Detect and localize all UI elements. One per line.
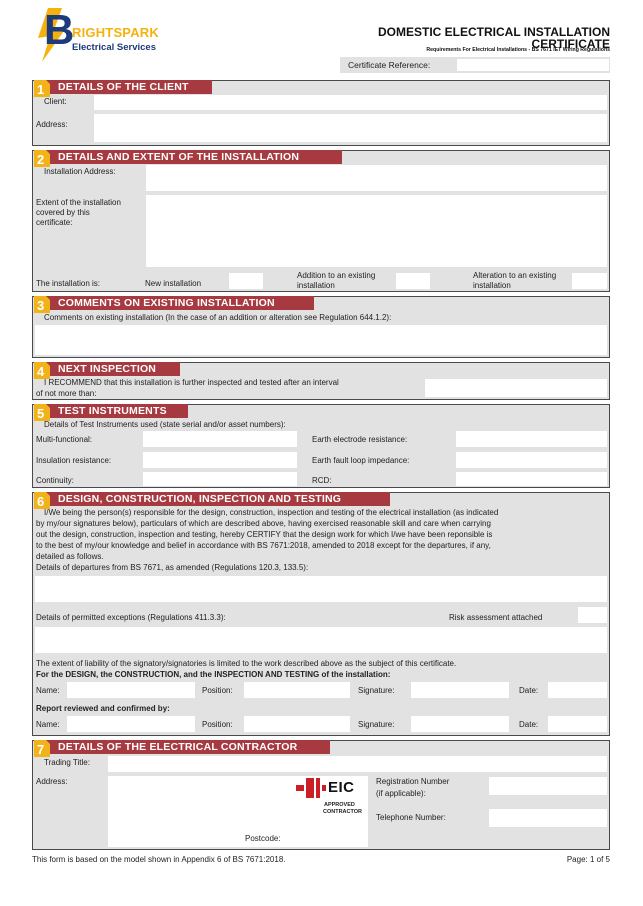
section-4-header: NEXT INSPECTION [34, 362, 180, 376]
exceptions-input[interactable] [34, 626, 608, 654]
logo-tagline: Electrical Services [72, 42, 156, 53]
declaration-line-3: out the design, construction, inspection and testing, hereby CERTIFY that the design work for which I/we have been reponsible is [36, 530, 493, 539]
addition-label: Addition to an existing installation [297, 271, 376, 290]
title-line-2: CERTIFICATE [531, 37, 610, 51]
alteration-checkbox[interactable] [571, 272, 608, 290]
inspection-line-2: of not more than: [36, 389, 97, 398]
postcode-input[interactable] [370, 830, 608, 848]
registration-input[interactable] [488, 776, 608, 796]
instruments-intro: Details of Test Instruments used (state serial and/or asset numbers): [44, 420, 286, 429]
new-installation-label: New installation [145, 279, 202, 288]
cert-ref-row [340, 57, 610, 73]
section-1-number: 1 [37, 82, 45, 97]
rcd-input[interactable] [455, 471, 608, 487]
title-line-1: DOMESTIC ELECTRICAL INSTALLATION [378, 25, 610, 39]
section-7-header: DETAILS OF THE ELECTRICAL CONTRACTOR [34, 740, 330, 754]
for-design-heading: For the DESIGN, the CONSTRUCTION, and the INSPECTION AND TESTING of the installation: [36, 670, 391, 679]
section-4-number: 4 [37, 364, 45, 379]
design-position-label: Position: [202, 686, 233, 695]
telephone-input[interactable] [488, 808, 608, 828]
client-address-input[interactable] [93, 113, 608, 143]
inspection-line-1: I RECOMMEND that this installation is further inspected and tested after an interval [44, 378, 339, 387]
registration-label-1: Registration Number [376, 777, 450, 786]
design-name-input[interactable] [66, 681, 196, 699]
risk-assessment-label: Risk assessment attached [449, 613, 543, 622]
multifunctional-label: Multi-functional: [36, 435, 93, 444]
rcd-label: RCD: [312, 476, 332, 485]
document-subtitle: Requirements For Electrical Installations - BS 7671 IET Wiring Regulations [426, 47, 610, 53]
earth-electrode-label: Earth electrode resistance: [312, 435, 408, 444]
review-date-label: Date: [519, 720, 539, 729]
comments-input[interactable] [34, 324, 608, 356]
section-1-header: DETAILS OF THE CLIENT [34, 80, 212, 94]
comments-label: Comments on existing installation (In the case of an addition or alteration see Regulation 644.1.2): [44, 313, 392, 322]
insulation-input[interactable] [142, 451, 298, 469]
section-2-header: DETAILS AND EXTENT OF THE INSTALLATION [34, 150, 342, 164]
new-installation-checkbox[interactable] [228, 272, 264, 290]
logo-letter: B [44, 6, 75, 53]
review-signature-label: Signature: [358, 720, 395, 729]
reviewed-heading: Report reviewed and confirmed by: [36, 704, 170, 713]
earth-fault-label: Earth fault loop impedance: [312, 456, 410, 465]
niceic-wordmark: EIC [328, 779, 355, 796]
niceic-approved: APPROVED [324, 802, 355, 808]
footer-note: This form is based on the model shown in Appendix 6 of BS 7671:2018. [32, 855, 286, 864]
install-address-input[interactable] [145, 164, 608, 192]
departures-input[interactable] [34, 575, 608, 603]
inspection-interval-input[interactable] [424, 378, 608, 398]
declaration-line-2: by my/our signatures below), particulars of which are described above, having exercised reasonable skill and care when carrying [36, 519, 491, 528]
declaration-line-5: detailed as follows. [36, 552, 104, 561]
declaration-line-1: I/We being the person(s) responsible for the design, construction, inspection and testing of the electrical installation (as indicated [44, 508, 499, 517]
design-name-label: Name: [36, 686, 60, 695]
earth-electrode-input[interactable] [455, 430, 608, 448]
section-3-header: COMMENTS ON EXISTING INSTALLATION [34, 296, 314, 310]
continuity-input[interactable] [142, 471, 298, 487]
client-label: Client: [44, 97, 67, 106]
design-date-input[interactable] [547, 681, 608, 699]
telephone-label: Telephone Number: [376, 813, 446, 822]
cert-ref-label: Certificate Reference: [348, 60, 431, 70]
niceic-contractor: CONTRACTOR [323, 809, 363, 815]
install-address-label: Installation Address: [44, 167, 116, 176]
review-date-input[interactable] [547, 715, 608, 733]
liability-text: The extent of liability of the signatory/signatories is limited to the work described above as the subject of this certificate. [36, 659, 457, 668]
brand-logo [36, 6, 176, 64]
multifunctional-input[interactable] [142, 430, 298, 448]
review-name-input[interactable] [66, 715, 196, 733]
section-5-number: 5 [37, 406, 45, 421]
logo-wordmark: RIGHTSPARK [72, 25, 159, 40]
installation-is-label: The installation is: [36, 279, 101, 288]
extent-input[interactable] [145, 194, 608, 268]
earth-fault-input[interactable] [455, 451, 608, 469]
alteration-label: Alteration to an existing installation [473, 271, 557, 290]
contractor-address-label: Address: [36, 777, 68, 786]
cert-ref-input[interactable] [456, 58, 610, 72]
trading-title-input[interactable] [107, 755, 608, 773]
review-position-input[interactable] [243, 715, 351, 733]
registration-label-2: (if applicable): [376, 789, 426, 798]
page-number: Page: 1 of 5 [566, 855, 610, 864]
design-signature-input[interactable] [410, 681, 510, 699]
postcode-label: Postcode: [245, 834, 281, 843]
section-5-header: TEST INSTRUMENTS [34, 404, 188, 418]
continuity-label: Continuity: [36, 476, 74, 485]
review-position-label: Position: [202, 720, 233, 729]
addition-checkbox[interactable] [395, 272, 431, 290]
design-signature-label: Signature: [358, 686, 395, 695]
departures-label: Details of departures from BS 7671, as amended (Regulations 120.3, 133.5): [36, 563, 309, 572]
section-3-number: 3 [37, 298, 45, 313]
design-date-label: Date: [519, 686, 539, 695]
declaration-line-4: to the best of my/our knowledge and belief in accordance with BS 7671:2018, amended to 2018 except for the departures, if any, [36, 541, 491, 550]
trading-title-label: Trading Title: [44, 758, 90, 767]
design-position-input[interactable] [243, 681, 351, 699]
client-address-label: Address: [36, 120, 68, 129]
section-6-header: DESIGN, CONSTRUCTION, INSPECTION AND TESTING [34, 492, 390, 506]
section-2-number: 2 [37, 152, 45, 167]
client-input[interactable] [93, 94, 608, 111]
insulation-label: Insulation resistance: [36, 456, 112, 465]
niceic-logo [294, 776, 366, 818]
section-6-number: 6 [37, 494, 45, 509]
extent-label: Extent of the installation covered by this certificate: [36, 198, 121, 227]
review-signature-input[interactable] [410, 715, 510, 733]
review-name-label: Name: [36, 720, 60, 729]
section-7-number: 7 [37, 742, 45, 757]
exceptions-label: Details of permitted exceptions (Regulations 411.3.3): [36, 613, 226, 622]
risk-assessment-checkbox[interactable] [577, 606, 608, 624]
